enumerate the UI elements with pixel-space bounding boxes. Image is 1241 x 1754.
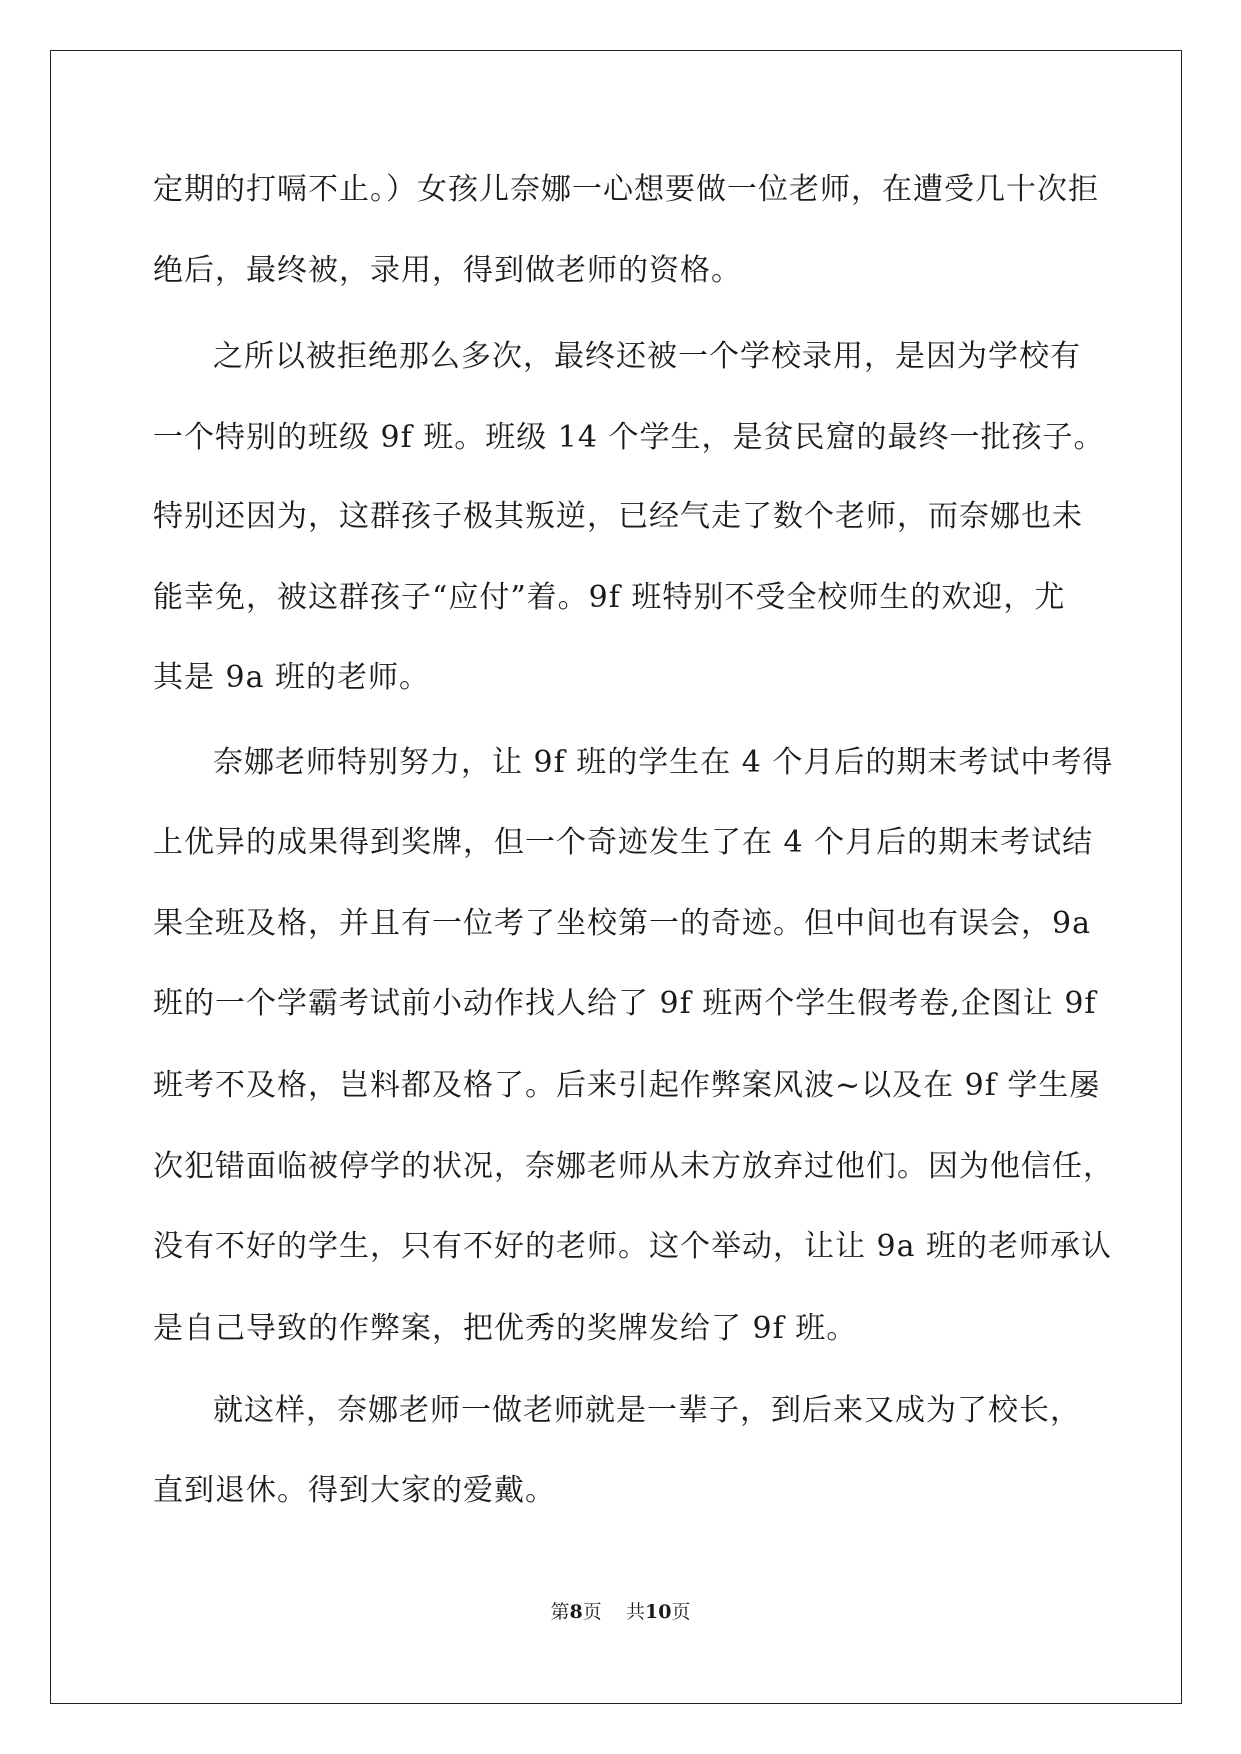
text-line: 次犯错面临被停学的状况，奈娜老师从未方放弃过他们。因为他信任， (153, 1149, 1114, 1184)
text-line: 班的一个学霸考试前小动作找人给了 9f 班两个学生假考卷,企图让 9f (153, 986, 1097, 1021)
footer-total-prefix: 共 (625, 1601, 645, 1623)
text-line: 上优异的成果得到奖牌，但一个奇迹发生了在 4 个月后的期末考试结 (153, 825, 1094, 860)
page-border (50, 50, 1182, 1704)
text-line: 一个特别的班级 9f 班。班级 14 个学生，是贫民窟的最终一批孩子。 (153, 420, 1105, 455)
page-footer (0, 1597, 1241, 1624)
text-line: 定期的打嗝不止。）女孩儿奈娜一心想要做一位老师，在遭受几十次拒 (153, 172, 1099, 207)
footer-page-suffix: 页 (582, 1601, 602, 1623)
text-line: 是自己导致的作弊案，把优秀的奖牌发给了 9f 班。 (153, 1311, 858, 1346)
page-number: 8 (569, 1601, 583, 1623)
text-line: 没有不好的学生，只有不好的老师。这个举动，让让 9a 班的老师承认 (153, 1229, 1113, 1264)
footer-prefix: 第 (550, 1601, 570, 1623)
paragraph-start: 就这样，奈娜老师一做老师就是一辈子，到后来又成为了校长， (213, 1393, 1081, 1428)
text-line: 特别还因为，这群孩子极其叛逆，已经气走了数个老师，而奈娜也未 (153, 499, 1083, 534)
footer-total-suffix: 页 (671, 1601, 691, 1623)
total-pages: 10 (644, 1601, 672, 1623)
text-line: 果全班及格，并且有一位考了坐校第一的奇迹。但中间也有误会，9a (153, 906, 1091, 941)
paragraph-start: 之所以被拒绝那么多次，最终还被一个学校录用，是因为学校有 (213, 339, 1081, 374)
paragraph-start: 奈娜老师特别努力，让 9f 班的学生在 4 个月后的期末考试中考得 (213, 745, 1114, 780)
text-line: 其是 9a 班的老师。 (153, 660, 431, 695)
text-line: 直到退休。得到大家的爱戴。 (153, 1473, 556, 1508)
text-line: 能幸免，被这群孩子“应付”着。9f 班特别不受全校师生的欢迎，尤 (153, 580, 1066, 615)
text-line: 班考不及格，岂料都及格了。后来引起作弊案风波~以及在 9f 学生屡 (153, 1068, 1101, 1103)
text-line: 绝后，最终被，录用，得到做老师的资格。 (153, 253, 742, 288)
